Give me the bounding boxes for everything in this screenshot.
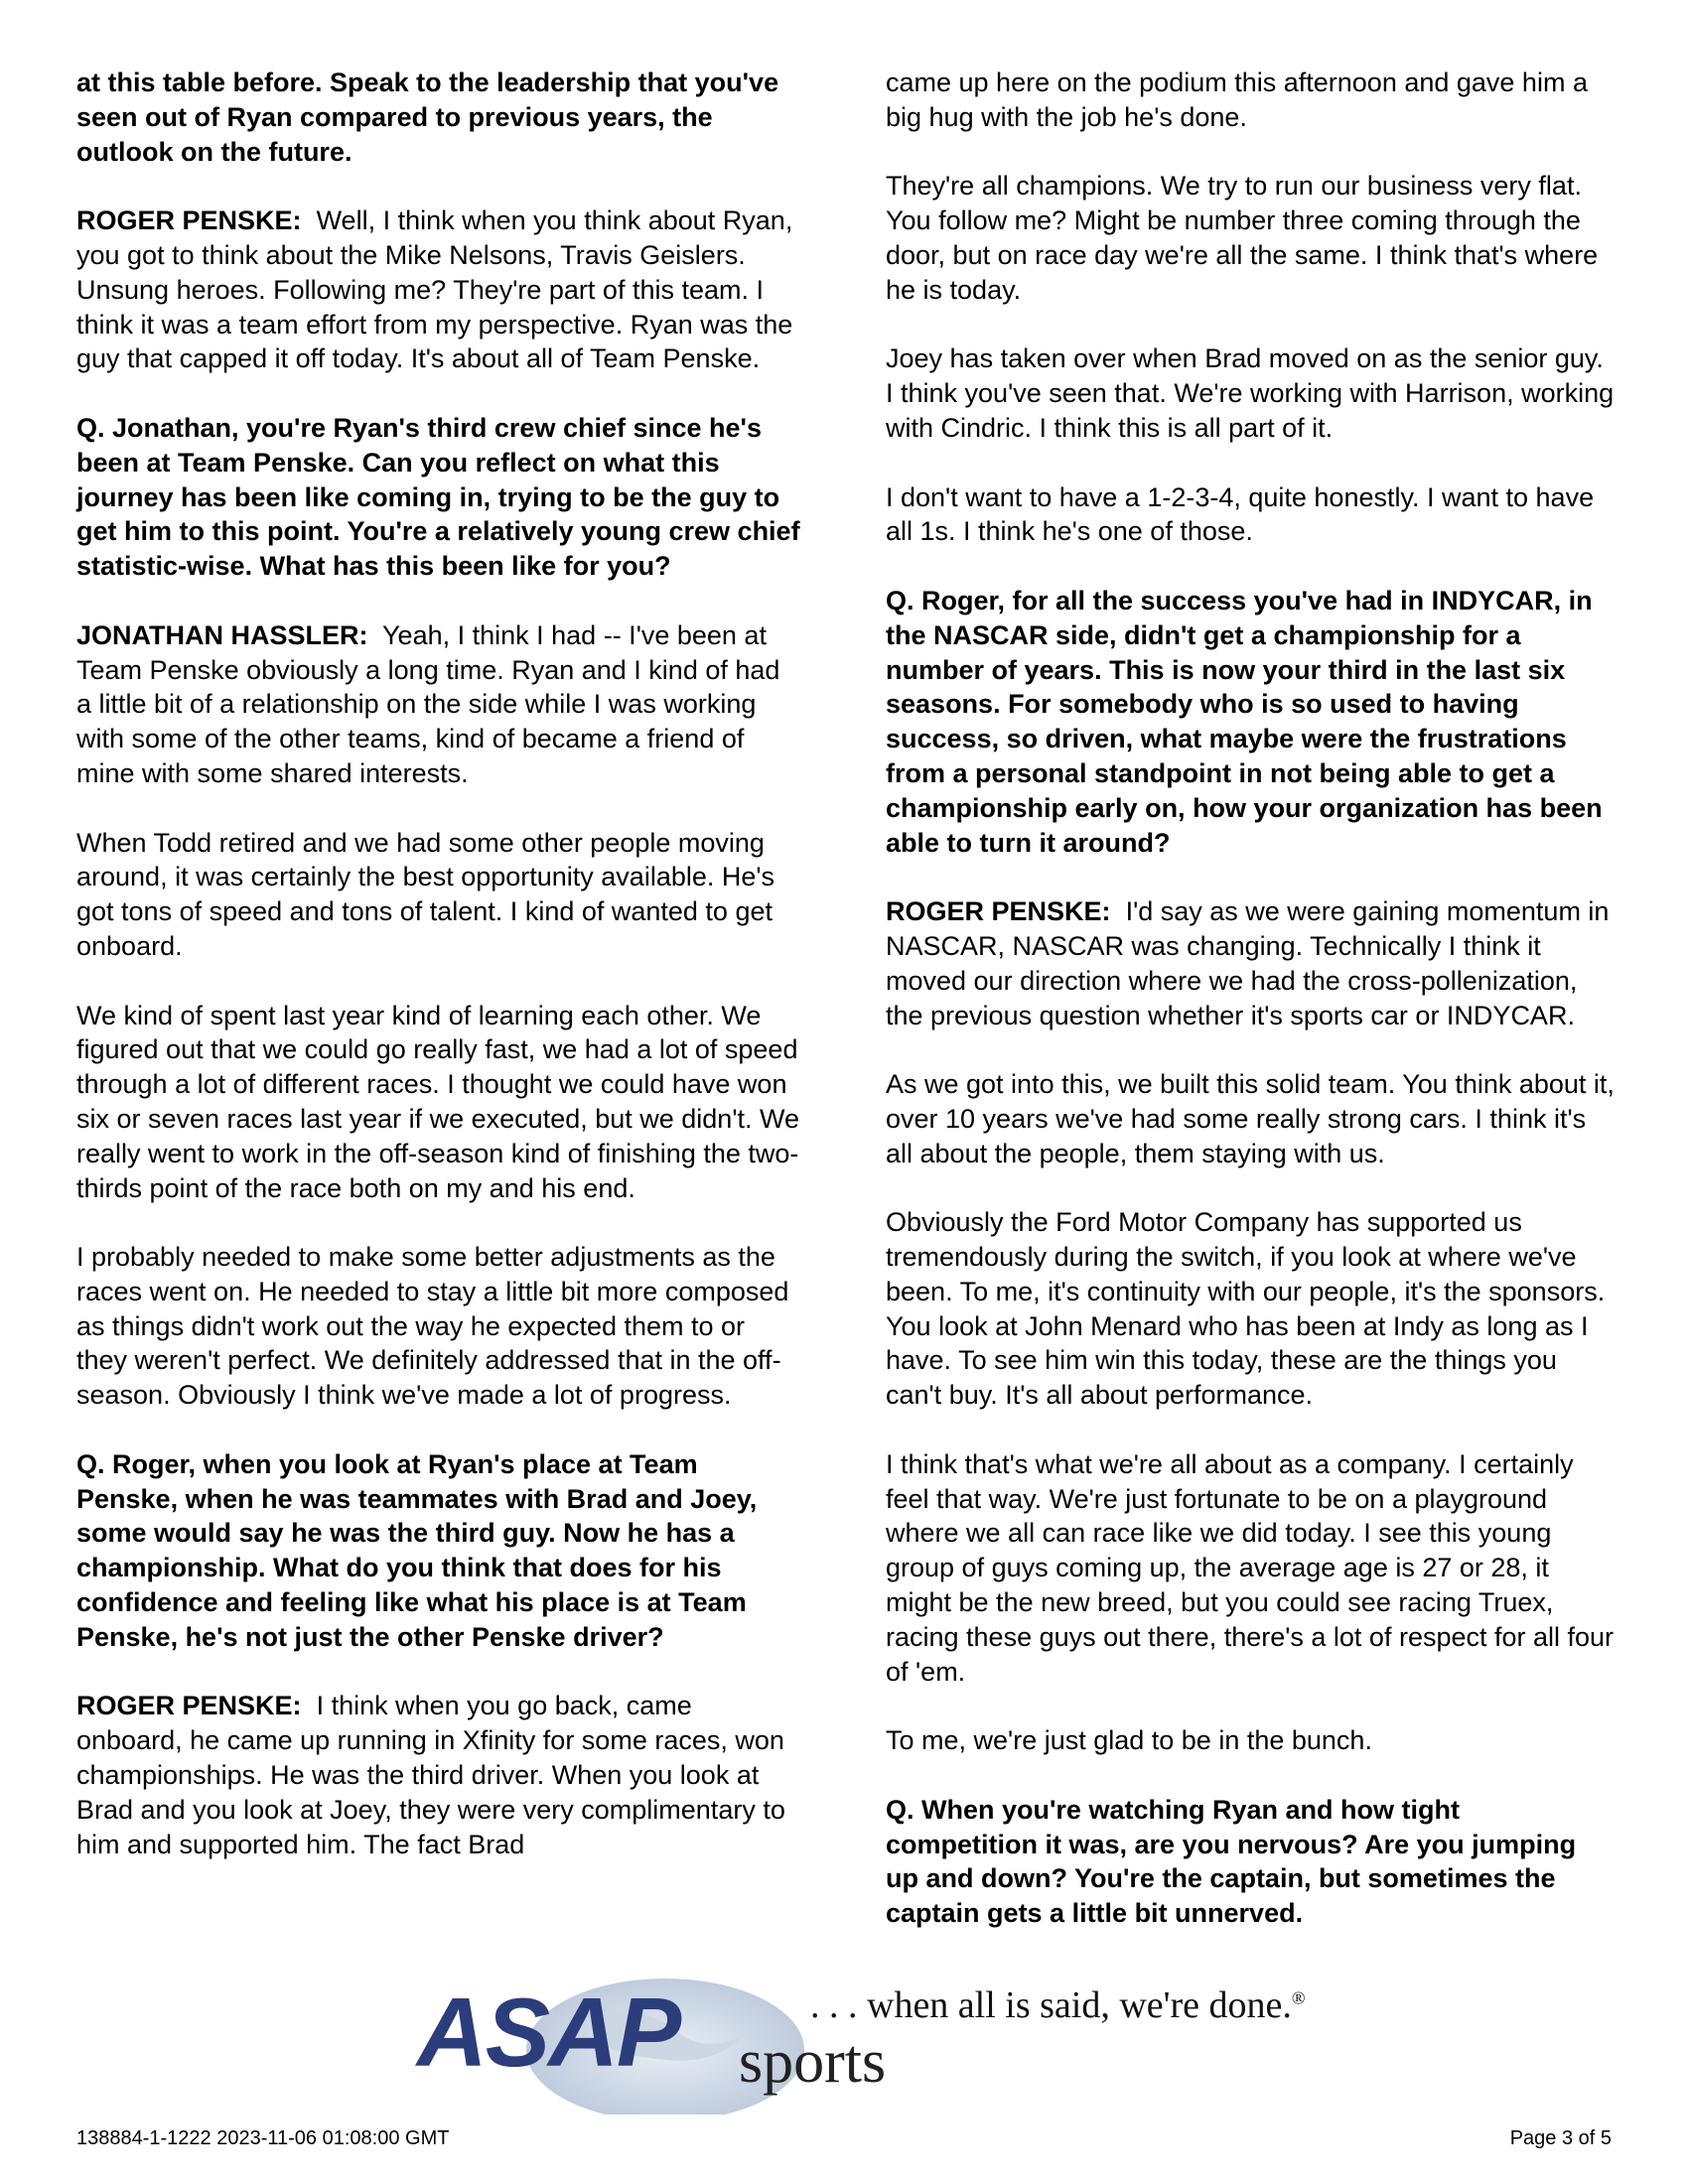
body-paragraph: To me, we're just glad to be in the bunch.: [886, 1725, 1372, 1756]
tagline-text: . . . when all is said, we're done.: [810, 1984, 1292, 2026]
answer-paragraph: [76, 618, 801, 791]
page-number: Page 3 of 5: [1509, 2127, 1612, 2149]
body-paragraph: I don't want to have a 1-2-3-4, quite honestly. I want to have all 1s. I think he's one of those.: [886, 481, 1595, 547]
answer-text: I think when you go back, came onboard, he came up running in Xfinity for some races, won championships. He was the third driver. When you look at Brad and you look at Joey, they were very complimentary to him and supported him. The fact Brad: [76, 1691, 785, 1859]
speaker-name: ROGER PENSKE:: [76, 205, 302, 236]
body-paragraph: As we got into this, we built this solid team. You think about it, over 10 years we've had some really strong cars. I think it's all about the people, them staying with us.: [886, 1069, 1615, 1168]
left-column: [76, 66, 801, 1896]
body-paragraph: came up here on the podium this afternoon and gave him a big hug with the job he's done.: [886, 68, 1588, 132]
body-paragraph: I think that's what we're all about as a company. I certainly feel that way. We're just fortunate to be on a playground where we all can race like we did today. I see this young group of guys coming up, the average age is 27 or 28, it might be the new breed, but you could see racing Truex, racing these guys out there, there's a lot of respect for all four of 'em.: [886, 1448, 1615, 1687]
logo-tagline: [810, 1983, 1306, 2027]
question-paragraph: Q. When you're watching Ryan and how tight competition it was, are you nervous? Are you jumping up and down? You're the captain, but sometimes the captain gets a little bit unnerved.: [886, 1794, 1577, 1929]
body-paragraph: Joey has taken over when Brad moved on as the senior guy. I think you've seen that. We're working with Harrison, working with Cindric. I think this is all part of it.: [886, 343, 1615, 443]
body-paragraph: They're all champions. We try to run our business very flat. You follow me? Might be number three coming through the door, but on race day we're all the same. I think that's where he is today.: [886, 171, 1599, 305]
answer-paragraph: [76, 204, 801, 376]
body-paragraph: When Todd retired and we had some other people moving around, it was certainly the best opportunity available. He's got tons of speed and tons of talent. I kind of wanted to get onboard.: [76, 827, 775, 961]
logo-sub: sports: [739, 2028, 887, 2096]
answer-text: Yeah, I think I had -- I've been at Team Penske obviously a long time. Ryan and I kind of had a little bit of a relationship on the side while I was working with some of the other teams, kind of became a friend of mine with some shared interests.: [76, 619, 780, 788]
document-id: 138884-1-1222 2023-11-06 01:08:00 GMT: [76, 2127, 450, 2149]
right-column: [886, 66, 1616, 1966]
answer-text: Well, I think when you think about Ryan, you got to think about the Mike Nelsons, Travis Geislers. Unsung heroes. Following me? They're part of this team. I think it was a team effort from my perspective. Ryan was the guy that capped it off today. It's about all of Team Penske.: [76, 205, 793, 374]
speaker-name: JONATHAN HASSLER:: [76, 619, 368, 650]
question-paragraph: Q. Roger, when you look at Ryan's place at Team Penske, when he was teammates with Brad and Joey, some would say he was the third guy. Now he has a championship. What do you think that does for his confidence and feeling like what his place is at Team Penske, he's not just the other Penske driver?: [76, 1448, 758, 1652]
body-paragraph: I probably needed to make some better adjustments as the races went on. He needed to stay a little bit more composed as things didn't work out the way he expected them to or they weren't perfect. We definitely addressed that in the off-season. Obviously I think we've made a lot of progress.: [76, 1242, 789, 1411]
asap-sports-logo: [417, 1976, 1410, 2115]
answer-paragraph: [886, 894, 1616, 1032]
question-paragraph: Q. Roger, for all the success you've had in INDYCAR, in the NASCAR side, didn't get a championship for a number of years. This is now your third in the last six seasons. For somebody who is so used to having success, so driven, what maybe were the frustrations from a personal standpoint in not being able to get a championship early on, how your organization has been able to turn it around?: [886, 585, 1603, 858]
answer-text: I'd say as we were gaining momentum in NASCAR, NASCAR was changing. Technically I think it moved our direction where we had the cross-pollenization, the previous question whether it's sports car or INDYCAR.: [886, 896, 1610, 1030]
body-paragraph: Obviously the Ford Motor Company has supported us tremendously during the switch, if you look at where we've been. To me, it's continuity with our people, it's the sponsors. You look at John Menard who has been at Indy as long as I have. To see him win this today, these are the things you can't buy. It's all about performance.: [886, 1207, 1606, 1411]
answer-paragraph: [76, 1689, 801, 1861]
question-continuation: at this table before. Speak to the leadership that you've seen out of Ryan compared to previous years, the outlook on the future.: [76, 68, 779, 167]
speaker-name: ROGER PENSKE:: [886, 896, 1111, 927]
question-paragraph: Q. Jonathan, you're Ryan's third crew chief since he's been at Team Penske. Can you reflect on what this journey has been like coming in, trying to be the guy to get him to this point. You're a relatively young crew chief statistic-wise. What has this been like for you?: [76, 412, 800, 582]
logo-brand: ASAP: [417, 1978, 680, 2087]
body-paragraph: We kind of spent last year kind of learning each other. We figured out that we could go really fast, we had a lot of speed through a lot of different races. I thought we could have won six or seven races last year if we executed, but we didn't. We really went to work in the off-season kind of finishing the two-thirds point of the race both on my and his end.: [76, 1000, 799, 1203]
speaker-name: ROGER PENSKE:: [76, 1691, 302, 1721]
registered-mark: ®: [1291, 1987, 1306, 2008]
